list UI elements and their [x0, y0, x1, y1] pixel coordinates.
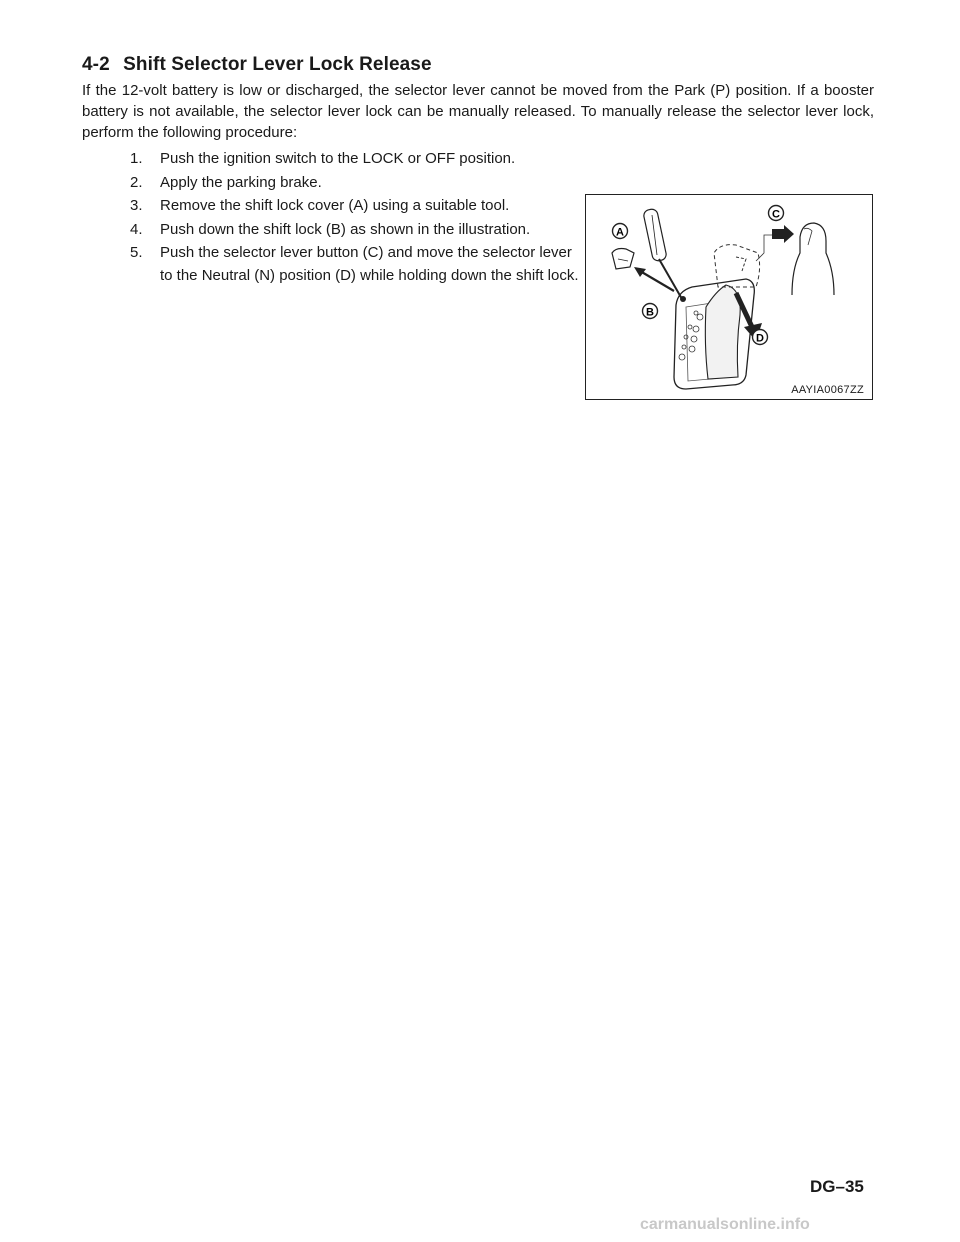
arrow-head-cover [634, 267, 646, 277]
section-title: Shift Selector Lever Lock Release [123, 54, 432, 75]
step-text: Apply the parking brake. [160, 173, 322, 191]
gear-indicators [679, 311, 703, 360]
step-text: Push the selector lever button (C) and move the selector lever to the Neutral (N) position (D) while holding down the shift lock. [160, 244, 579, 284]
step-text: Remove the shift lock cover (A) using a suitable tool. [160, 197, 510, 214]
callout-b-label: B [646, 306, 654, 319]
page-number: DG–35 [810, 1177, 864, 1196]
callout-c-label: C [772, 208, 780, 221]
illustration-drawing [586, 195, 872, 399]
step-item [130, 148, 580, 171]
procedure-steps [130, 148, 580, 288]
shift-lock-cover-icon [612, 249, 634, 270]
watermark: carmanualsonline.info [640, 1216, 810, 1233]
step-number: 5. [130, 244, 143, 261]
step-text: Push the ignition switch to the LOCK or OFF position. [160, 150, 516, 167]
gear-knob-button [736, 257, 746, 271]
arrow-head-button [784, 225, 794, 243]
callout-a-label: A [616, 226, 624, 239]
arrow-to-cover [640, 271, 674, 291]
gear-boot [705, 285, 740, 379]
step-number: 3. [130, 197, 143, 214]
intro-paragraph: If the 12-volt battery is low or discharged, the selector lever cannot be moved from the Park (P) position. If a booster battery is not available, the selector lever lock can be manually released. To manually release the selector lever lock, perform the following procedure: [82, 82, 874, 141]
section-heading [82, 54, 432, 76]
step-item [130, 172, 580, 195]
shift-lock-illustration [585, 194, 873, 400]
step-item [130, 195, 580, 218]
knob-detail-icon [792, 223, 834, 295]
step-text: Push down the shift lock (B) as shown in the illustration. [160, 220, 531, 238]
step-number: 1. [130, 150, 143, 167]
step-number: 4. [130, 220, 143, 238]
step-item [130, 219, 580, 242]
callout-d-label: D [756, 332, 764, 345]
figure-code: AAYIA0067ZZ [791, 384, 864, 396]
arrow-button-body [772, 229, 784, 239]
step-number: 2. [130, 173, 143, 191]
shift-lock-point [680, 296, 686, 302]
step-item [130, 242, 580, 287]
section-number: 4-2 [82, 54, 110, 75]
